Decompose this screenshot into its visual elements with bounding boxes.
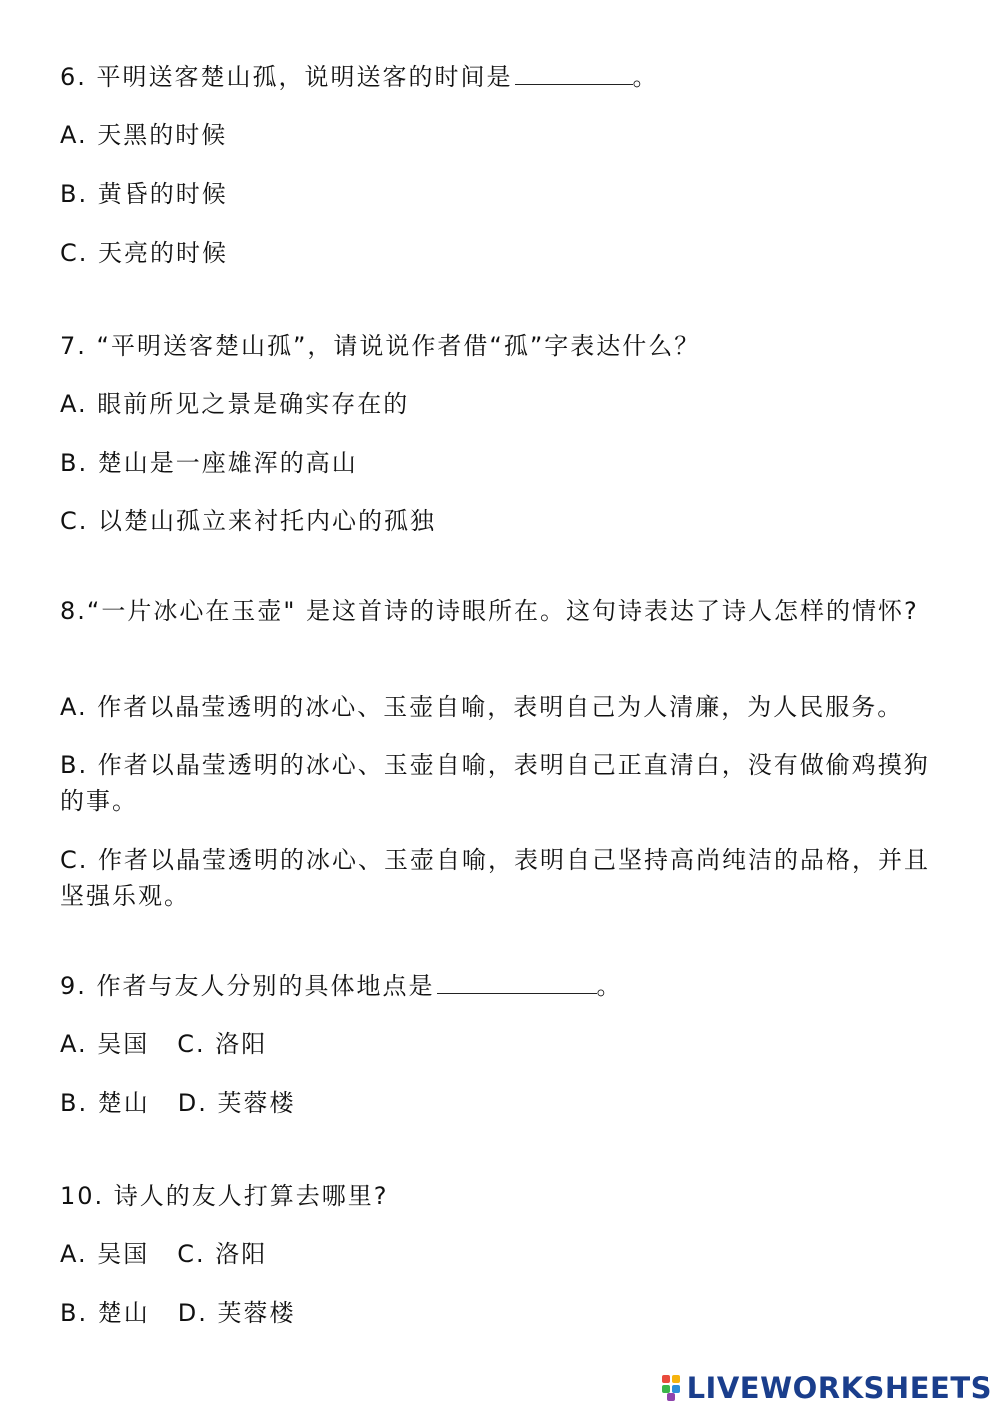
option-6a[interactable]: A. 天黑的时候 <box>60 121 228 149</box>
option-7a[interactable]: A. 眼前所见之景是确实存在的 <box>60 390 410 418</box>
options-10-row-1 <box>60 1236 940 1272</box>
option-7b[interactable]: B. 楚山是一座雄浑的高山 <box>60 449 358 477</box>
answer-blank-6[interactable] <box>515 62 633 85</box>
option-10a[interactable]: A. 吴国 <box>60 1240 150 1268</box>
options-10-row-2 <box>60 1295 940 1331</box>
question-8-stem: 8.“一片冰心在玉壶" 是这首诗的诗眼所在。这句诗表达了诗人怎样的情怀? <box>60 597 919 625</box>
answer-blank-9[interactable] <box>437 971 597 994</box>
option-8b[interactable]: B. 作者以晶莹透明的冰心、玉壶自喻，表明自己正直清白，没有做偷鸡摸狗的事。 <box>60 751 930 815</box>
option-7c[interactable]: C. 以楚山孤立来衬托内心的孤独 <box>60 507 437 535</box>
options-9-row-2 <box>60 1085 940 1121</box>
question-9-stem <box>60 968 940 1004</box>
question-9-end: 。 <box>596 972 623 1000</box>
question-10-stem: 10. 诗人的友人打算去哪里? <box>60 1182 389 1210</box>
question-6-end: 。 <box>632 63 659 91</box>
option-10d[interactable]: D. 芙蓉楼 <box>177 1299 296 1327</box>
question-6-text: 6. 平明送客楚山孤，说明送客的时间是 <box>60 63 513 91</box>
option-8c[interactable]: C. 作者以晶莹透明的冰心、玉壶自喻，表明自己坚持高尚纯洁的品格，并且坚强乐观。 <box>60 846 931 910</box>
question-6-stem <box>60 59 940 95</box>
option-6c[interactable]: C. 天亮的时候 <box>60 239 229 267</box>
option-10c[interactable]: C. 洛阳 <box>177 1240 268 1268</box>
liveworksheets-logo <box>662 1371 992 1405</box>
options-9-row-1 <box>60 1026 940 1062</box>
question-7-stem: 7. “平明送客楚山孤”，请说说作者借“孤”字表达什么？ <box>60 332 701 360</box>
option-9a[interactable]: A. 吴国 <box>60 1030 150 1058</box>
option-10b[interactable]: B. 楚山 <box>60 1299 150 1327</box>
liveworksheets-logo-icon <box>662 1375 684 1401</box>
option-8a[interactable]: A. 作者以晶莹透明的冰心、玉壶自喻，表明自己为人清廉，为人民服务。 <box>60 693 904 721</box>
option-9b[interactable]: B. 楚山 <box>60 1089 150 1117</box>
question-9-text: 9. 作者与友人分别的具体地点是 <box>60 972 435 1000</box>
option-9d[interactable]: D. 芙蓉楼 <box>177 1089 296 1117</box>
option-6b[interactable]: B. 黄昏的时候 <box>60 180 228 208</box>
liveworksheets-wordmark: LIVEWORKSHEETS <box>686 1371 992 1405</box>
option-9c[interactable]: C. 洛阳 <box>177 1030 268 1058</box>
